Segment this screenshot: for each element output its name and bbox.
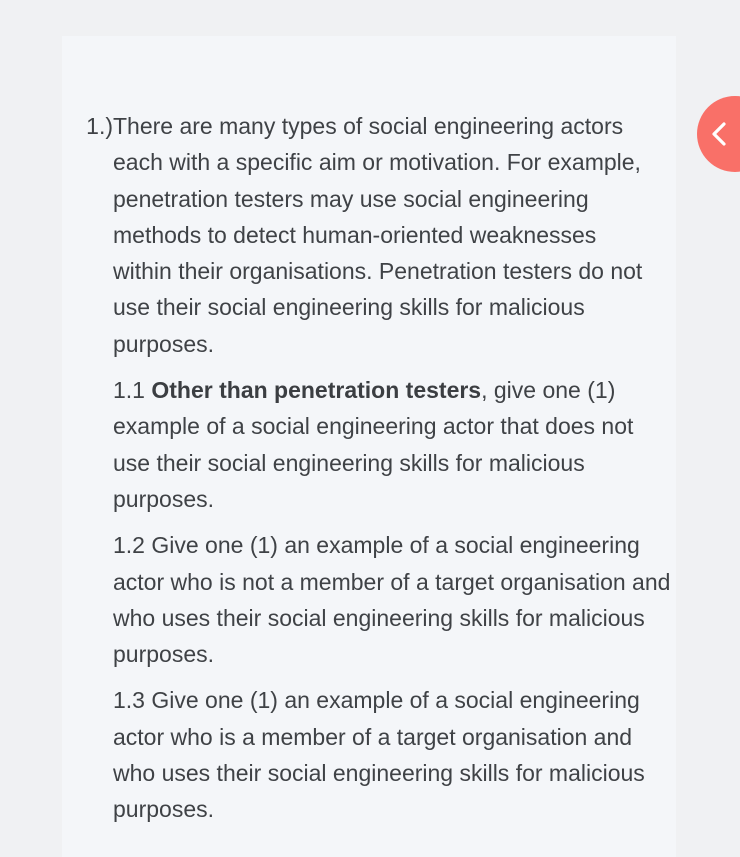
subquestion-number: 1.2 [113, 532, 145, 559]
question-number: 1.) [86, 113, 113, 139]
question-content [78, 108, 678, 828]
subquestion-text: Give one (1) an example of a social engineering actor who is not a member of a target organisation and who uses their social engineering skills for malicious purposes. [113, 532, 671, 668]
subquestion-1-3 [113, 682, 673, 827]
collapse-panel-button[interactable] [697, 96, 740, 172]
subquestion-text: Give one (1) an example of a social engineering actor who is a member of a target organisation and who uses their social engineering skills for malicious purposes. [113, 687, 645, 823]
question-intro-text: There are many types of social engineering actors each with a specific aim or motivation. For example, penetration testers may use social engineering methods to detect human-oriented weaknesses within their organisations. Penetration testers do not use their social engineering skills for malicious purposes. [113, 113, 643, 357]
subquestion-1-2 [113, 527, 673, 672]
question-1 [78, 108, 678, 362]
subquestion-1-1 [113, 372, 673, 517]
subquestion-number: 1.1 [113, 377, 145, 404]
chevron-left-icon [707, 120, 733, 148]
subquestion-text: , give one (1) example of a social engineering actor that does not use their social engineering skills for malicious purposes. [113, 377, 634, 512]
subquestion-number: 1.3 [113, 687, 145, 714]
subquestion-bold-text: Other than penetration testers [151, 377, 482, 404]
